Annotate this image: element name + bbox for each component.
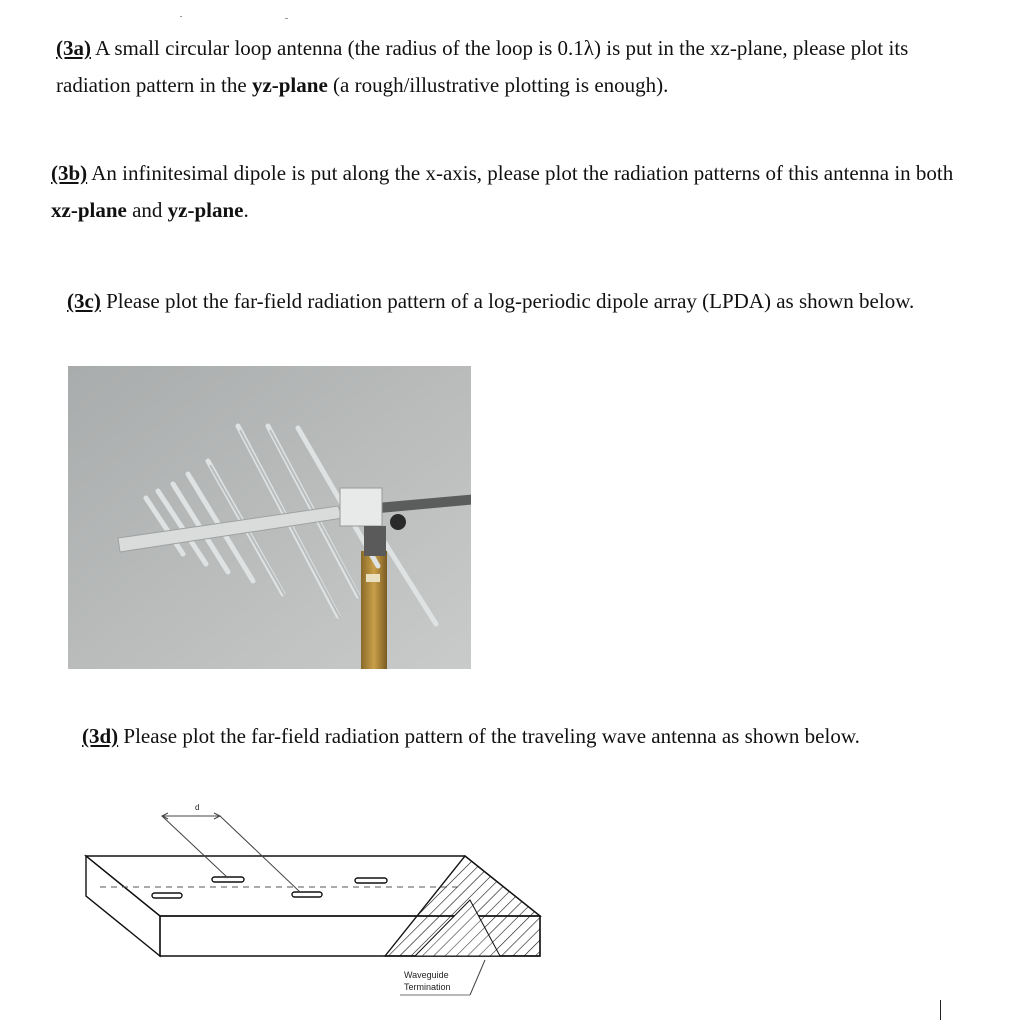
emphasis-xz-plane: xz-plane bbox=[51, 198, 127, 222]
question-3d bbox=[82, 718, 982, 755]
question-3c bbox=[67, 283, 967, 320]
emphasis-yz-plane: yz-plane bbox=[251, 73, 328, 97]
question-text: and bbox=[126, 198, 168, 222]
question-label: (3d) bbox=[82, 724, 119, 748]
question-3a bbox=[56, 30, 976, 104]
question-text: . bbox=[243, 198, 249, 222]
lpda-antenna-photo bbox=[68, 366, 471, 669]
emphasis-yz-plane: yz-plane bbox=[167, 198, 244, 222]
question-text: (a rough/illustrative plotting is enough). bbox=[327, 73, 669, 97]
question-label: (3c) bbox=[67, 289, 101, 313]
question-label: (3b) bbox=[51, 161, 88, 185]
dimension-label: d bbox=[195, 803, 200, 812]
text-cursor bbox=[940, 1000, 941, 1020]
question-text: A small circular loop antenna (the radius of the loop is 0.1λ) is put in the xz-plane, please plot its radiation pattern in the bbox=[56, 36, 909, 97]
scan-mark bbox=[180, 16, 182, 17]
question-text: An infinitesimal dipole is put along the x-axis, please plot the radiation patterns of this antenna in both bbox=[87, 161, 954, 185]
scan-mark bbox=[285, 18, 288, 19]
termination-label-line2: Termination bbox=[404, 982, 451, 992]
slotted-waveguide-figure bbox=[80, 800, 560, 1000]
termination-label-line1: Waveguide bbox=[404, 970, 449, 980]
question-3b bbox=[51, 155, 971, 229]
question-label: (3a) bbox=[56, 36, 91, 60]
question-text: Please plot the far-field radiation pattern of the traveling wave antenna as shown below. bbox=[118, 724, 860, 748]
question-text: Please plot the far-field radiation pattern of a log-periodic dipole array (LPDA) as shown below. bbox=[100, 289, 915, 313]
